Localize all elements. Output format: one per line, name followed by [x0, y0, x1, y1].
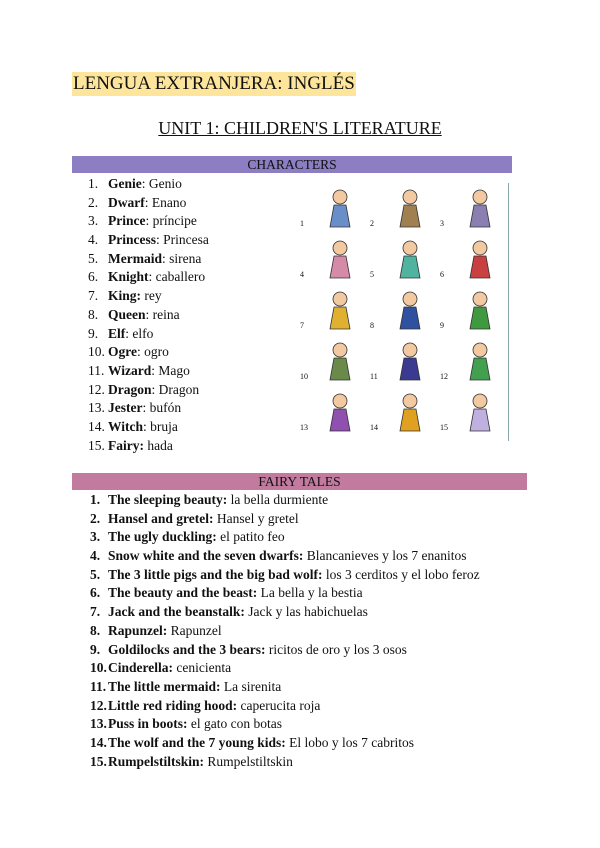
item-number: 12.	[88, 381, 105, 397]
item-spanish: los 3 cerditos y el lobo feroz	[322, 566, 480, 582]
item-spanish: Jack y las habichuelas	[244, 604, 368, 620]
ogre-icon	[320, 340, 360, 382]
fairy-icon	[460, 391, 500, 433]
item-english: Hansel and gretel:	[108, 510, 214, 526]
list-item	[90, 734, 480, 753]
item-spanish: : bruja	[143, 418, 178, 434]
item-english: Ogre	[108, 344, 137, 360]
item-number: 12.	[90, 697, 107, 713]
list-item	[88, 325, 209, 344]
item-number: 4.	[90, 548, 101, 564]
picture-cell	[298, 183, 368, 234]
dragon-icon	[460, 340, 500, 382]
picture-cell	[368, 336, 438, 387]
item-spanish: Rapunzel	[167, 622, 222, 638]
wizard-icon	[390, 340, 430, 382]
picture-number: 6	[440, 270, 444, 279]
item-number: 9.	[88, 325, 99, 341]
list-item	[88, 175, 209, 194]
item-spanish: ricitos de oro y los 3 osos	[265, 641, 407, 657]
item-number: 10.	[88, 344, 105, 360]
picture-number: 10	[300, 372, 308, 381]
item-spanish: el gato con botas	[187, 716, 283, 732]
queen-icon	[390, 289, 430, 331]
picture-number: 12	[440, 372, 448, 381]
picture-number: 5	[370, 270, 374, 279]
list-item	[88, 381, 209, 400]
list-item	[88, 287, 209, 306]
item-number: 4.	[88, 232, 99, 248]
item-spanish: caperucita roja	[237, 697, 321, 713]
item-spanish: Hansel y gretel	[213, 510, 299, 526]
item-number: 10.	[90, 660, 107, 676]
item-number: 14.	[88, 418, 105, 434]
item-number: 15.	[90, 753, 107, 769]
item-english: Cinderella:	[108, 660, 173, 676]
item-english: King:	[108, 288, 142, 304]
item-number: 15.	[88, 437, 105, 453]
list-item	[90, 659, 480, 678]
item-spanish: el patito feo	[216, 529, 285, 545]
item-spanish: : Dragon	[151, 381, 200, 397]
list-item	[90, 715, 480, 734]
item-english: The 3 little pigs and the big bad wolf:	[108, 566, 323, 582]
document-title: LENGUA EXTRANJERA: INGLÉS	[73, 73, 355, 94]
fairy-tales-header: FAIRY TALES	[72, 473, 527, 490]
item-number: 6.	[90, 585, 101, 601]
item-spanish: : sirena	[161, 250, 202, 266]
picture-number: 13	[300, 423, 308, 432]
item-english: Jack and the beanstalk:	[108, 604, 245, 620]
item-number: 8.	[88, 306, 99, 322]
item-number: 7.	[90, 604, 101, 620]
picture-cell	[438, 336, 508, 387]
list-item	[88, 268, 209, 287]
knight-icon	[460, 238, 500, 280]
picture-cell	[368, 183, 438, 234]
item-english: Dragon	[108, 381, 152, 397]
item-spanish: hada	[144, 437, 173, 453]
fairy-tales-list	[90, 491, 480, 771]
item-english: The ugly duckling:	[108, 529, 217, 545]
list-item	[90, 547, 480, 566]
picture-cell	[368, 234, 438, 285]
item-spanish: El lobo y los 7 cabritos	[285, 734, 415, 750]
genie-icon	[320, 187, 360, 229]
item-english: Mermaid	[108, 250, 162, 266]
item-number: 5.	[90, 566, 101, 582]
characters-picture-grid	[298, 183, 509, 441]
king-icon	[320, 289, 360, 331]
picture-number: 3	[440, 219, 444, 228]
list-item	[88, 399, 209, 418]
list-item	[90, 678, 480, 697]
item-number: 1.	[88, 176, 99, 191]
item-spanish: Rumpelstiltskin	[204, 753, 293, 769]
list-item	[88, 250, 209, 269]
item-number: 1.	[90, 492, 101, 507]
item-english: Witch	[108, 418, 144, 434]
item-number: 3.	[90, 529, 101, 545]
item-number: 11.	[88, 362, 105, 378]
list-item	[90, 528, 480, 547]
item-spanish: Blancanieves y los 7 enanitos	[303, 548, 467, 564]
item-spanish: : ogro	[137, 344, 169, 360]
picture-number: 15	[440, 423, 448, 432]
item-english: Fairy:	[108, 437, 144, 453]
item-english: Goldilocks and the 3 bears:	[108, 641, 266, 657]
item-number: 14.	[90, 734, 107, 750]
item-english: Princess	[108, 232, 156, 248]
list-item	[90, 641, 480, 660]
item-number: 6.	[88, 269, 99, 285]
list-item	[88, 212, 209, 231]
picture-cell	[438, 285, 508, 336]
item-number: 2.	[90, 510, 101, 526]
item-english: Queen	[108, 306, 146, 322]
item-spanish: : Princesa	[156, 232, 209, 248]
dwarf-icon	[390, 187, 430, 229]
picture-cell	[298, 336, 368, 387]
item-number: 13.	[90, 716, 107, 732]
item-english: The sleeping beauty:	[108, 492, 228, 507]
picture-cell	[438, 234, 508, 285]
list-item	[88, 362, 209, 381]
item-spanish: La bella y la bestia	[257, 585, 363, 601]
item-spanish: cenicienta	[173, 660, 232, 676]
picture-number: 11	[370, 372, 378, 381]
picture-cell	[298, 387, 368, 438]
picture-number: 9	[440, 321, 444, 330]
item-spanish: : caballero	[148, 269, 206, 285]
item-spanish: : príncipe	[145, 213, 197, 229]
list-item	[90, 697, 480, 716]
item-number: 8.	[90, 622, 101, 638]
picture-cell	[438, 183, 508, 234]
item-english: Prince	[108, 213, 146, 229]
characters-list	[88, 175, 209, 455]
item-english: Wizard	[108, 362, 152, 378]
item-english: Puss in boots:	[108, 716, 188, 732]
list-item	[90, 622, 480, 641]
list-item	[88, 194, 209, 213]
list-item	[90, 753, 480, 772]
item-spanish: : Mago	[151, 362, 190, 378]
item-english: Rapunzel:	[108, 622, 168, 638]
item-spanish: : Enano	[144, 194, 187, 210]
item-english: Genie	[108, 176, 142, 191]
item-number: 9.	[90, 641, 101, 657]
list-item	[88, 231, 209, 250]
picture-cell	[368, 285, 438, 336]
list-item	[90, 510, 480, 529]
elf-icon	[460, 289, 500, 331]
list-item	[88, 418, 209, 437]
item-spanish: : elfo	[125, 325, 154, 341]
picture-number: 8	[370, 321, 374, 330]
picture-cell	[438, 387, 508, 438]
item-english: Knight	[108, 269, 149, 285]
list-item	[90, 603, 480, 622]
item-english: Elf	[108, 325, 126, 341]
princess-icon	[320, 238, 360, 280]
item-spanish: la bella durmiente	[227, 492, 329, 507]
picture-number: 14	[370, 423, 378, 432]
mermaid-icon	[390, 238, 430, 280]
picture-number: 4	[300, 270, 304, 279]
list-item	[90, 584, 480, 603]
list-item	[88, 343, 209, 362]
item-spanish: La sirenita	[220, 678, 282, 694]
picture-number: 1	[300, 219, 304, 228]
item-english: Jester	[108, 400, 143, 416]
picture-number: 2	[370, 219, 374, 228]
picture-cell	[368, 387, 438, 438]
item-number: 3.	[88, 213, 99, 229]
unit-title: UNIT 1: CHILDREN'S LITERATURE	[158, 118, 442, 138]
list-item	[90, 491, 480, 510]
picture-number: 7	[300, 321, 304, 330]
list-item	[88, 306, 209, 325]
characters-header: CHARACTERS	[72, 156, 512, 173]
item-english: Dwarf	[108, 194, 145, 210]
picture-cell	[298, 234, 368, 285]
item-english: The wolf and the 7 young kids:	[108, 734, 286, 750]
list-item	[90, 566, 480, 585]
item-spanish: rey	[141, 288, 162, 304]
item-english: The beauty and the beast:	[108, 585, 258, 601]
item-number: 2.	[88, 194, 99, 210]
item-number: 11.	[90, 678, 107, 694]
item-number: 5.	[88, 250, 99, 266]
item-spanish: : Genio	[141, 176, 182, 191]
item-number: 7.	[88, 288, 99, 304]
item-english: Little red riding hood:	[108, 697, 238, 713]
item-spanish: : bufón	[142, 400, 182, 416]
witch-icon	[390, 391, 430, 433]
jester-icon	[320, 391, 360, 433]
list-item	[88, 437, 209, 456]
item-number: 13.	[88, 400, 105, 416]
item-english: The little mermaid:	[108, 678, 221, 694]
item-english: Snow white and the seven dwarfs:	[108, 548, 304, 564]
item-english: Rumpelstiltskin:	[108, 753, 205, 769]
prince-icon	[460, 187, 500, 229]
picture-cell	[298, 285, 368, 336]
item-spanish: : reina	[145, 306, 180, 322]
